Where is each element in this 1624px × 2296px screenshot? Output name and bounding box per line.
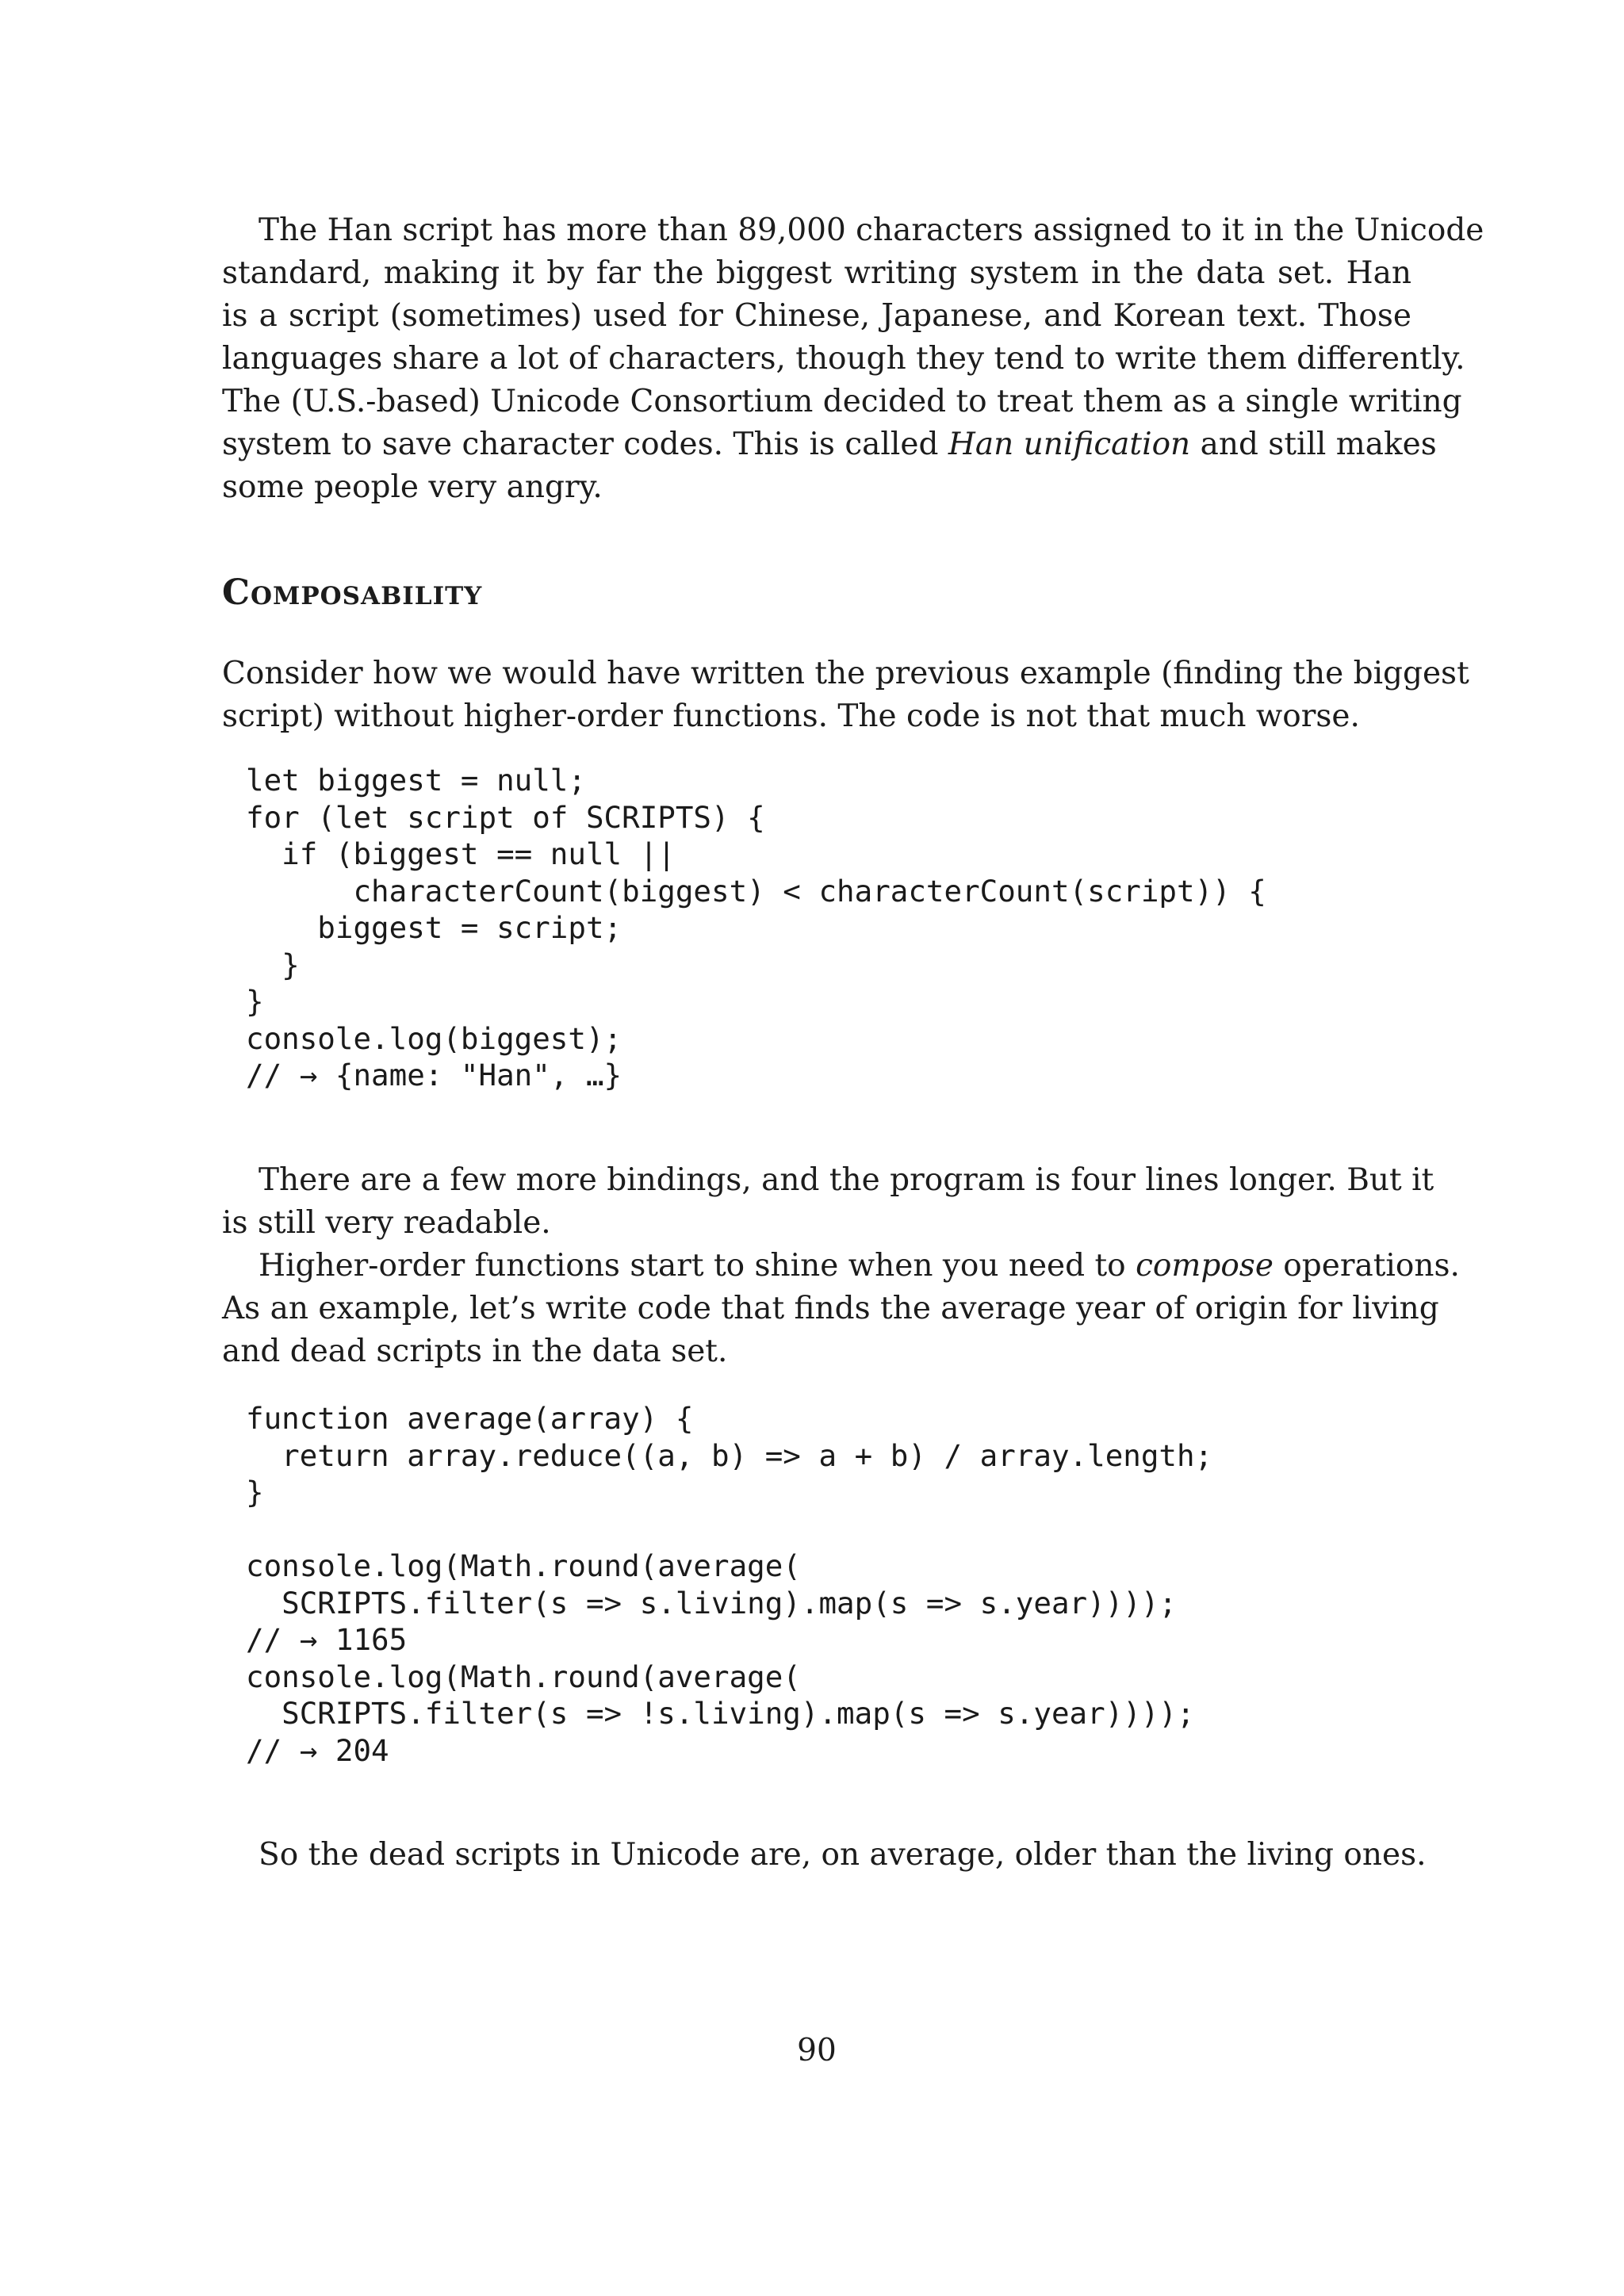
paragraph-consider [222,652,1469,738]
page-number: 90 [797,2033,837,2068]
text-line: languages share a lot of characters, though they tend to write them differently. [222,341,1465,377]
text-line: is a script (sometimes) used for Chinese, Japanese, and Korean text. Those [222,298,1411,334]
text-line: There are a few more bindings, and the program is four lines longer. But it [259,1162,1434,1198]
emphasis-compose: compose [1136,1248,1274,1284]
text-line: The (U.S.-based) Unicode Consortium decided to treat them as a single writing [222,384,1462,419]
text-run: system to save character codes. This is called [222,427,948,462]
book-page [222,0,1484,2296]
text-line: script) without higher-order functions. The code is not that much worse. [222,698,1360,734]
text-line [222,423,1437,466]
text-line: Consider how we would have written the previous example (finding the biggest [222,656,1469,691]
paragraph-higher-order [222,1245,1460,1373]
paragraph-han-script [222,209,1484,509]
text-line: some people very angry. [222,469,603,505]
code-block-average: function average(array) { return array.reduce((a, b) => a + b) / array.length; } console.log(Math.round(average( SCRIPTS.filter(s => s.living).map(s => s.year)))); // → 1165 console.log(Math.round(average( SCRIPTS.filter(s => !s.living).map(s => s.year)))); // → 204 [246,1401,1213,1768]
text-line: The Han script has more than 89,000 characters assigned to it in the Unicode [259,212,1484,248]
text-line: and dead scripts in the data set. [222,1334,728,1369]
text-run: operations. [1273,1248,1460,1284]
emphasis-han-unification: Han unification [948,427,1191,462]
section-heading: Composability [222,572,483,613]
code-block-biggest: let biggest = null; for (let script of SCRIPTS) { if (biggest == null || characterCount(biggest) < characterCount(script)) { biggest = script; } } console.log(biggest); // → {name: "Han", …} [246,763,1266,1093]
text-run: Higher-order functions start to shine when you need to [259,1248,1136,1284]
paragraph-conclusion [222,1834,1427,1877]
text-line: As an example, let’s write code that finds the average year of origin for living [222,1291,1439,1326]
text-line: is still very readable. [222,1205,551,1241]
text-line [222,1245,1460,1288]
text-line: So the dead scripts in Unicode are, on average, older than the living ones. [259,1837,1427,1873]
text-line: standard, making it by far the biggest writing system in the data set. Han [222,255,1411,291]
paragraph-bindings [222,1159,1434,1245]
text-run: and still makes [1190,427,1437,462]
